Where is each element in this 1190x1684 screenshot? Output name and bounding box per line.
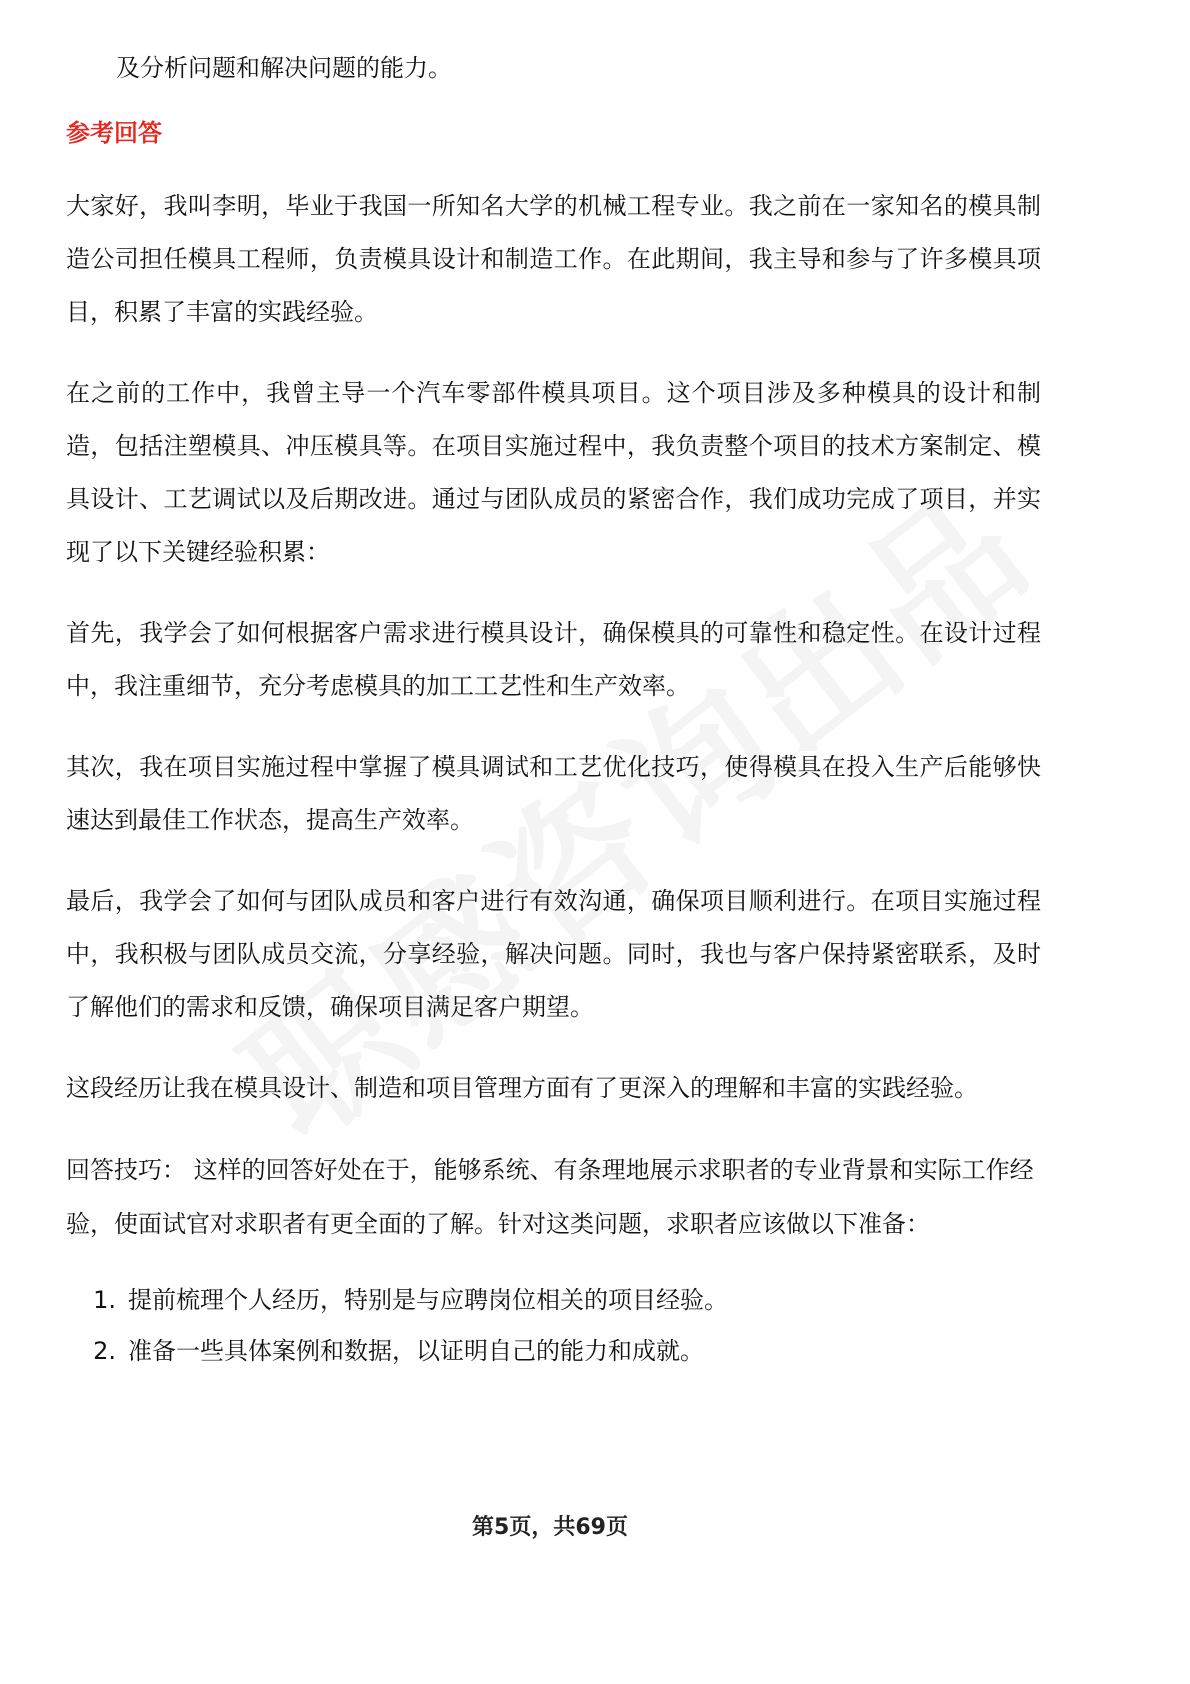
paragraph: 其次，我在项目实施过程中掌握了模具调试和工艺优化技巧，使得模具在投入生产后能够快速达到最佳工作状态，提高生产效率。 xyxy=(66,753,1041,834)
paragraph: 首先，我学会了如何根据客户需求进行模具设计，确保模具的可靠性和稳定性。在设计过程中，我注重细节，充分考虑模具的加工工艺性和生产效率。 xyxy=(66,619,1041,700)
list-item xyxy=(66,1275,1041,1326)
list-text: 准备一些具体案例和数据，以证明自己的能力和成就。 xyxy=(128,1337,704,1365)
answer-tips: 回答技巧： 这样的回答好处在于，能够系统、有条理地展示求职者的专业背景和实际工作经验，使面试官对求职者有更全面的了解。针对这类问题，求职者应该做以下准备： xyxy=(66,1156,1034,1238)
preparation-list xyxy=(66,1275,1041,1377)
list-item xyxy=(66,1326,1041,1377)
paragraph: 大家好，我叫李明，毕业于我国一所知名大学的机械工程专业。我之前在一家知名的模具制造公司担任模具工程师，负责模具设计和制造工作。在此期间，我主导和参与了许多模具项目，积累了丰富的实践经验。 xyxy=(66,192,1041,326)
document-page xyxy=(66,42,1041,1377)
list-number: 1. xyxy=(93,1286,116,1314)
paragraph: 最后，我学会了如何与团队成员和客户进行有效沟通，确保项目顺利进行。在项目实施过程中，我积极与团队成员交流，分享经验，解决问题。同时，我也与客户保持紧密联系，及时了解他们的需求和反馈，确保项目满足客户期望。 xyxy=(66,887,1041,1021)
list-number: 2. xyxy=(93,1337,116,1365)
page-footer: 第5页，共69页 xyxy=(472,1515,628,1540)
intro-line: 及分析问题和解决问题的能力。 xyxy=(116,54,452,82)
paragraph: 在之前的工作中，我曾主导一个汽车零部件模具项目。这个项目涉及多种模具的设计和制造，包括注塑模具、冲压模具等。在项目实施过程中，我负责整个项目的技术方案制定、模具设计、工艺调试以及后期改进。通过与团队成员的紧密合作，我们成功完成了项目，并实现了以下关键经验积累： xyxy=(66,379,1041,566)
paragraph: 这段经历让我在模具设计、制造和项目管理方面有了更深入的理解和丰富的实践经验。 xyxy=(66,1074,978,1102)
list-text: 提前梳理个人经历，特别是与应聘岗位相关的项目经验。 xyxy=(128,1286,728,1314)
section-heading: 参考回答 xyxy=(66,119,162,147)
